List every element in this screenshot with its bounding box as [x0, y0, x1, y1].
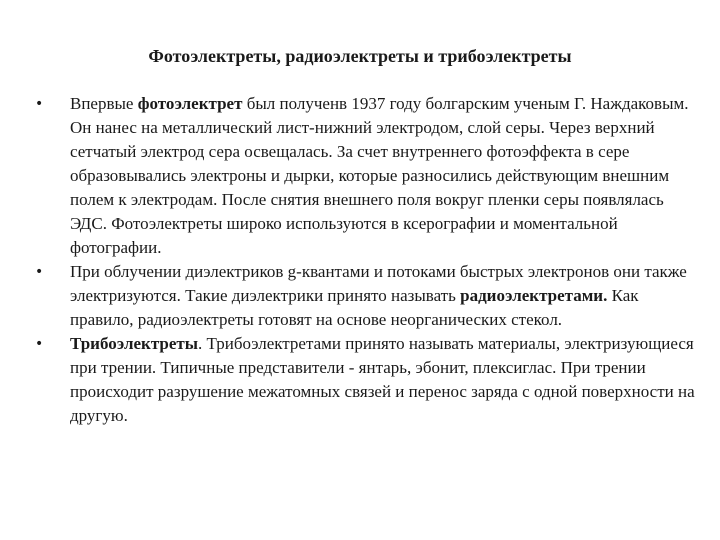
item-text-lead: При облучении диэлектриков g-квантами и потоками быстрых электронов они также электризуются. Такие диэлектрики принято называть — [70, 262, 687, 305]
item-text-body: . Трибоэлектретами принято называть материалы, электризующиеся при трении. Типичные представители - янтарь, эбонит, плексиглас. При трении происходит разрушение межатомных связей и перенос заряда с одной поверхности на другую. — [70, 334, 695, 425]
item-text-lead: Впервые — [70, 94, 138, 113]
list-item — [35, 92, 700, 260]
bullet-icon: • — [35, 96, 44, 112]
slide-title: Фотоэлектреты, радиоэлектреты и трибоэлектреты — [148, 46, 572, 66]
term-photoelectret: фотоэлектрет — [137, 94, 243, 113]
term-radioelectrets: радиоэлектретами. — [460, 286, 608, 305]
list-item — [35, 332, 700, 428]
bullet-icon: • — [35, 336, 44, 352]
list-item — [35, 260, 700, 332]
bullet-list — [35, 92, 700, 428]
bullet-icon: • — [35, 264, 44, 280]
item-text-body: Как правило, радиоэлектреты готовят на основе неорганических стекол. — [70, 286, 639, 329]
term-triboelectrets: Трибоэлектреты — [70, 334, 199, 353]
item-text-body: был полученв 1937 году болгарским ученым Г. Наждаковым. Он нанес на металлический лист-нижний электродом, слой серы. Через верхний сетчатый электрод сера освещалась. За счет внутреннего фотоэффекта в сере образовывались электроны и дырки, которые разносились действующим внешним полем к электродам. После снятия внешнего поля вокруг пленки серы появлялась ЭДС. Фотоэлектреты широко используются в ксерографии и моментальной фотографии. — [70, 94, 689, 257]
